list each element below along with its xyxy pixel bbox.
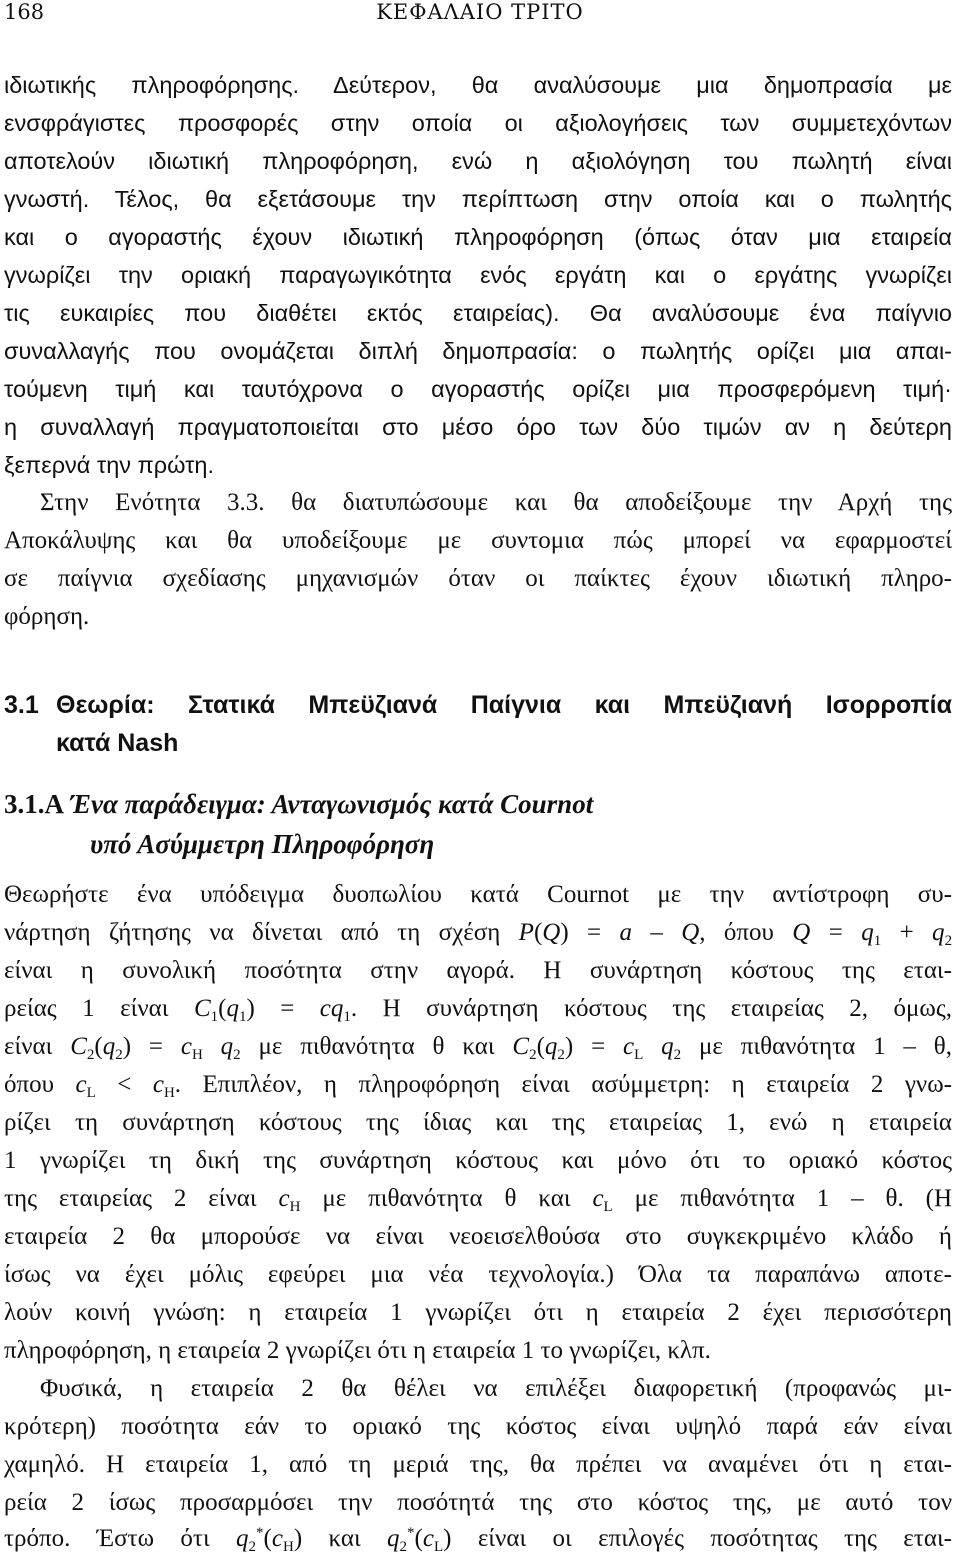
total-quantity-formula: $Q = q_1 + q_2$ <box>792 919 952 949</box>
text-line: φόρηση. <box>4 603 90 630</box>
quantity-high-cost: $q_2^*(c_H)$ <box>236 1525 303 1552</box>
text-line: Στην Ενότητα 3.3. θα διατυπώσουμε και θα αποδείξουμε την Αρχή της <box>40 489 952 516</box>
text-line: νάρτηση ζήτησης να δίνεται από τη σχέση P(Q) = a – Q, όπου $Q = q_1 + q_2$ <box>4 919 952 949</box>
text-line: τούμενη τιμή και ταυτόχρονα ο αγοραστής ορίζει μια προσφερόμενη τιμή· <box>4 376 952 402</box>
text-line: συναλλαγής που ονομάζεται διπλή δημοπρασία: ο πωλητής ορίζει μια απαι- <box>4 338 952 364</box>
text-line: όπου $c_L < c_H$. Επιπλέον, η πληροφόρηση είναι ασύμμετρη: η εταιρεία 2 γνω- <box>4 1071 952 1101</box>
text-line: εταιρεία 2 θα μπορούσε να είναι νεοεισελθούσα στο συγκεκριμένο κλάδο ή <box>4 1223 952 1250</box>
cost-function-low: $C_2(q_2) = c_L$ $q_2$ <box>512 1033 682 1063</box>
page-header <box>0 0 960 30</box>
section-title-line1: Θεωρία: Στατικά Μπεϋζιανά Παίγνια και Μπεϋζιανή Ισορροπία <box>56 691 952 719</box>
cost-function-firm1: $C_1(q_1) = cq_1$ <box>193 995 351 1025</box>
text-line: είναι $C_2(q_2) = c_H$ $q_2$ με πιθανότητα θ και $C_2(q_2) = c_L$ $q_2$ με πιθανότητα 1 – θ, <box>4 1033 952 1063</box>
text-line: κρότερη) ποσότητα εάν το οριακό της κόστος είναι υψηλό παρά εάν είναι <box>4 1413 952 1440</box>
text-line: γνωρίζει την οριακή παραγωγικότητα ενός εργάτη και ο εργάτης γνωρίζει <box>4 262 952 288</box>
text-line: τρόπο. Έστω ότι $q_2^*(c_H)$ και $q_2^*(c_L)$ είναι οι επιλογές ποσότητας της εται- <box>4 1525 952 1552</box>
subsection-title-line2: υπό Ασύμμετρη Πληροφόρηση <box>90 829 435 859</box>
subsection-title-line1: Ένα παράδειγμα: Ανταγωνισμός κατά Cournot <box>70 789 594 819</box>
text-line: σε παίγνια σχεδίασης μηχανισμών όταν οι παίκτες έχουν ιδιωτική πληρο- <box>4 565 952 592</box>
text-line: ενσφράγιστες προσφορές στην οποία οι αξιολογήσεις των συμμετεχόντων <box>4 110 952 136</box>
text-line: Φυσικά, η εταιρεία 2 θα θέλει να επιλέξει διαφορετική (προφανώς μι- <box>40 1375 952 1402</box>
text-line: ρίζει τη συνάρτηση κόστους της ίδιας και της εταιρείας 1, ενώ η εταιρεία <box>4 1109 952 1136</box>
text-line: 1 γνωρίζει τη δική της συνάρτηση κόστους και μόνο ότι το οριακό κόστος <box>4 1147 952 1174</box>
text-line: ρεία 2 ίσως προσαρμόσει την ποσότητά της στο κόστος της, με αυτό τον <box>4 1489 952 1516</box>
text-line: χαμηλό. Η εταιρεία 1, από τη μεριά της, θα πρέπει να αναμένει ότι η εται- <box>4 1451 952 1478</box>
section-number: 3.1 <box>4 691 39 719</box>
text-line: είναι η συνολική ποσότητα στην αγορά. Η συνάρτηση κόστους της εται- <box>4 957 952 984</box>
marginal-cost-high: $c_H$ <box>278 1185 301 1215</box>
text-line: γνωστή. Τέλος, θα εξετάσουμε την περίπτωση στην οποία και ο πωλητής <box>4 186 952 212</box>
demand-formula: P(Q) = a – Q <box>518 919 700 946</box>
text-line: ξεπερνά την πρώτη. <box>4 452 215 478</box>
text-line: ίσως να έχει μόλις εφεύρει μια νέα τεχνολογία.) Όλα τα παραπάνω αποτε- <box>4 1261 952 1288</box>
text-line: πληροφόρηση, η εταιρεία 2 γνωρίζει ότι η εταιρεία 1 το γνωρίζει, κλπ. <box>4 1337 711 1364</box>
text-line: της εταιρείας 2 είναι $c_H$ με πιθανότητα θ και $c_L$ με πιθανότητα 1 – θ. (Η <box>4 1185 952 1215</box>
chapter-title: ΚΕΦΑΛΑΙΟ ΤΡΙΤΟ <box>376 0 584 24</box>
section-title-line2: κατά Nash <box>56 729 179 757</box>
marginal-cost-low: $c_L$ <box>592 1185 613 1215</box>
text-line: ρείας 1 είναι $C_1(q_1) = cq_1$. Η συνάρτηση κόστους της εταιρείας 2, όμως, <box>4 995 952 1025</box>
text-line: αποτελούν ιδιωτική πληροφόρηση, ενώ η αξιολόγηση του πωλητή είναι <box>4 148 952 174</box>
cost-function-high: $C_2(q_2) = c_H$ $q_2$ <box>70 1033 241 1063</box>
text-line: Θεωρήστε ένα υπόδειγμα δυοπωλίου κατά Cournot με την αντίστροφη συ- <box>4 881 952 908</box>
text-line: Αποκάλυψης και θα υποδείξουμε με συντομια πώς μπορεί να εφαρμοστεί <box>4 527 952 554</box>
text-line: και ο αγοραστής έχουν ιδιωτική πληροφόρηση (όπως όταν μια εταιρεία <box>4 224 952 250</box>
text-line: ιδιωτικής πληροφόρησης. Δεύτερον, θα αναλύσουμε μια δημοπρασία με <box>4 72 952 98</box>
quantity-low-cost: $q_2^*(c_L)$ <box>387 1525 452 1552</box>
page-number: 168 <box>4 0 45 24</box>
text-line: τις ευκαιρίες που διαθέτει εκτός εταιρείας). Θα αναλύσουμε ένα παίγνιο <box>4 300 952 326</box>
text-line: λούν κοινή γνώση: η εταιρεία 1 γνωρίζει ότι η εταιρεία 2 έχει περισσότερη <box>4 1299 952 1326</box>
subsection-number: 3.1.Α <box>4 789 64 819</box>
cost-inequality: $c_L < c_H$ <box>75 1071 175 1101</box>
text-line: η συναλλαγή πραγματοποιείται στο μέσο όρο των δύο τιμών αν η δεύτερη <box>4 414 952 440</box>
